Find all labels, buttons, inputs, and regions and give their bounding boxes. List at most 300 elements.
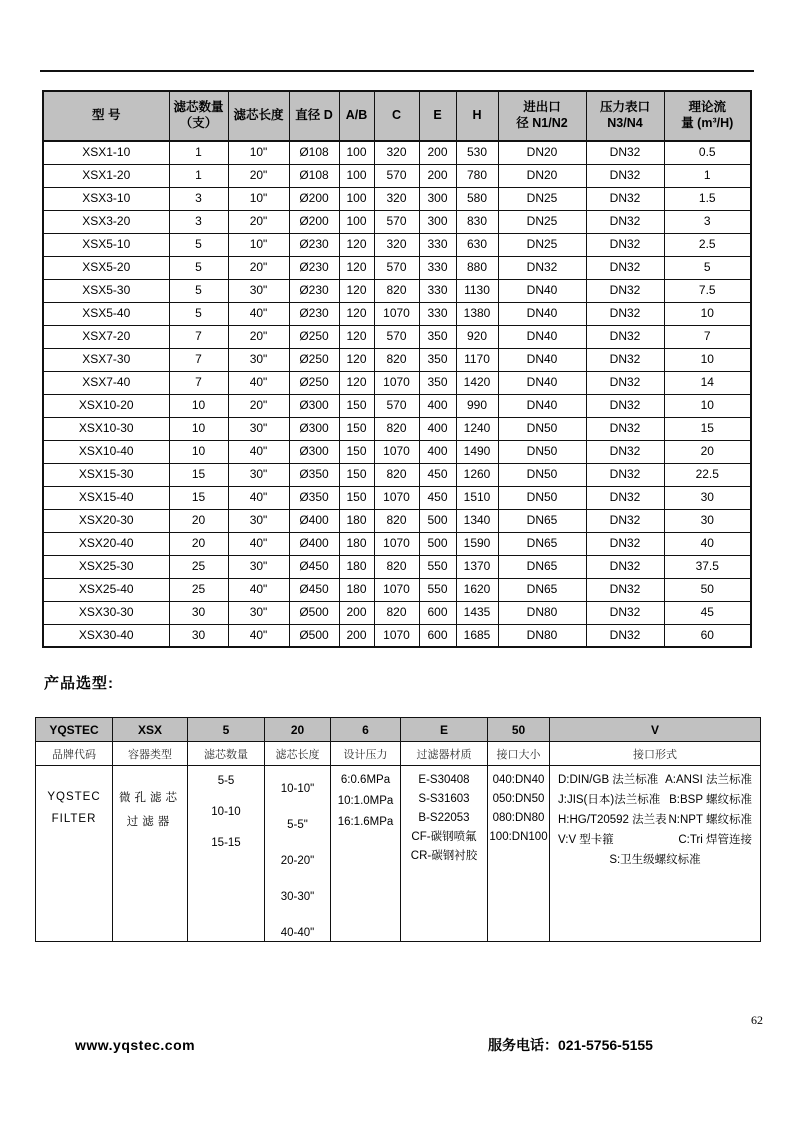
spec-table-cell: 150: [339, 394, 374, 417]
spec-table-row: [43, 233, 751, 256]
option: 5-5: [217, 775, 235, 787]
option: YQSTEC: [47, 791, 101, 803]
spec-table-cell: 1240: [456, 417, 498, 440]
spec-table-cell: 3: [169, 187, 228, 210]
spec-table-cell: 1510: [456, 486, 498, 509]
spec-table-cell: Ø200: [289, 187, 339, 210]
option: S-S31603: [418, 793, 470, 805]
spec-table-cell: 150: [339, 417, 374, 440]
spec-table-cell: 40": [228, 624, 289, 647]
spec-table-cell: 20": [228, 325, 289, 348]
spec-table-cell: 30: [169, 624, 228, 647]
spec-table-cell: 40": [228, 371, 289, 394]
spec-table-cell: DN32: [586, 417, 664, 440]
selection-content-row: [36, 766, 761, 942]
spec-table-cell: 1590: [456, 532, 498, 555]
label-pressure: 设计压力: [331, 742, 401, 766]
spec-table-cell: XSX1-20: [43, 164, 169, 187]
spec-table-cell: 20: [169, 532, 228, 555]
spec-table-cell: DN80: [498, 624, 586, 647]
spec-table-cell: 330: [419, 302, 456, 325]
spec-table-cell: DN32: [586, 371, 664, 394]
spec-table-cell: 40: [664, 532, 751, 555]
spec-table-row: [43, 164, 751, 187]
spec-table-cell: Ø450: [289, 555, 339, 578]
spec-table-cell: 200: [339, 601, 374, 624]
spec-table-cell: 570: [374, 325, 419, 348]
spec-table-row: [43, 532, 751, 555]
option-pair: [558, 793, 752, 808]
spec-table-cell: DN40: [498, 302, 586, 325]
spec-table-cell: 3: [664, 210, 751, 233]
spec-table-cell: Ø250: [289, 348, 339, 371]
spec-table-cell: 7: [664, 325, 751, 348]
option: 过滤器: [126, 816, 174, 828]
cell-form-options: [550, 766, 761, 942]
spec-table-cell: 120: [339, 256, 374, 279]
spec-table-cell: DN32: [586, 394, 664, 417]
spec-table-cell: Ø230: [289, 233, 339, 256]
option: 30-30": [280, 891, 315, 903]
spec-table-cell: DN65: [498, 509, 586, 532]
spec-table-cell: DN50: [498, 417, 586, 440]
cell-brand: [36, 766, 113, 942]
spec-table-cell: 40": [228, 532, 289, 555]
spec-table-cell: 400: [419, 394, 456, 417]
spec-table-row: [43, 256, 751, 279]
selection-code-row: [36, 718, 761, 742]
spec-table-cell: XSX25-30: [43, 555, 169, 578]
spec-table-cell: 920: [456, 325, 498, 348]
spec-table-cell: XSX7-20: [43, 325, 169, 348]
spec-table-cell: 100: [339, 164, 374, 187]
spec-table-cell: 150: [339, 486, 374, 509]
label-form: 接口形式: [550, 742, 761, 766]
option: J:JIS(日本)法兰标准: [558, 794, 661, 806]
spec-table-row: [43, 417, 751, 440]
cell-material-options: [401, 766, 488, 942]
spec-table-cell: 780: [456, 164, 498, 187]
spec-table-cell: XSX20-30: [43, 509, 169, 532]
spec-table-cell: 330: [419, 233, 456, 256]
spec-table-cell: 30: [664, 486, 751, 509]
spec-table-cell: Ø230: [289, 279, 339, 302]
spec-table-cell: DN32: [586, 624, 664, 647]
spec-table-cell: 990: [456, 394, 498, 417]
spec-table-cell: XSX3-10: [43, 187, 169, 210]
option: 微孔滤芯: [119, 792, 181, 804]
spec-table-cell: 180: [339, 509, 374, 532]
footer-service-phone: 服务电话：021-5756-5155: [488, 1037, 653, 1053]
spec-table-cell: DN32: [586, 555, 664, 578]
spec-table-cell: 330: [419, 256, 456, 279]
spec-table-cell: 820: [374, 555, 419, 578]
spec-table-cell: DN32: [586, 509, 664, 532]
spec-table-cell: XSX7-30: [43, 348, 169, 371]
option: 040:DN40: [492, 774, 545, 786]
spec-table-cell: 1380: [456, 302, 498, 325]
spec-table-cell: 5: [169, 279, 228, 302]
spec-table-cell: Ø400: [289, 532, 339, 555]
spec-table-cell: 20: [664, 440, 751, 463]
spec-table-cell: 7: [169, 348, 228, 371]
spec-table-cell: Ø300: [289, 394, 339, 417]
spec-table-cell: DN50: [498, 486, 586, 509]
spec-table-cell: Ø230: [289, 302, 339, 325]
spec-table-cell: DN65: [498, 578, 586, 601]
spec-table-cell: 30: [664, 509, 751, 532]
label-material: 过滤器材质: [401, 742, 488, 766]
option: 080:DN80: [492, 812, 545, 824]
option: S:卫生级螺纹标准: [609, 854, 701, 866]
option: 40-40": [280, 927, 315, 939]
spec-table-cell: Ø108: [289, 164, 339, 187]
spec-table-cell: 1340: [456, 509, 498, 532]
col-header-qty: 滤芯数量 （支）: [169, 91, 228, 141]
option: A:ANSI 法兰标准: [665, 774, 752, 786]
option: 050:DN50: [492, 793, 545, 805]
spec-table-cell: 100: [339, 210, 374, 233]
spec-table-cell: 820: [374, 348, 419, 371]
spec-table-cell: Ø500: [289, 624, 339, 647]
spec-table-row: [43, 463, 751, 486]
spec-table-cell: DN25: [498, 210, 586, 233]
spec-table-cell: DN32: [498, 256, 586, 279]
option: H:HG/T20592 法兰表: [558, 814, 667, 826]
spec-table-cell: DN32: [586, 532, 664, 555]
spec-table-cell: Ø300: [289, 417, 339, 440]
spec-table-cell: 7: [169, 325, 228, 348]
option: 10:1.0MPa: [337, 795, 394, 807]
code-form: V: [550, 718, 761, 742]
spec-table-row: [43, 325, 751, 348]
spec-table-cell: 15: [664, 417, 751, 440]
spec-table-cell: Ø500: [289, 601, 339, 624]
col-header-model: 型 号: [43, 91, 169, 141]
spec-table-cell: 320: [374, 233, 419, 256]
spec-table-cell: XSX5-40: [43, 302, 169, 325]
spec-table-cell: XSX15-40: [43, 486, 169, 509]
spec-table-cell: DN50: [498, 440, 586, 463]
spec-table-cell: 30": [228, 555, 289, 578]
spec-table-cell: 10: [169, 417, 228, 440]
spec-table-cell: 30: [169, 601, 228, 624]
option: 5-5": [287, 819, 308, 831]
spec-table-cell: DN20: [498, 164, 586, 187]
spec-table-cell: XSX15-30: [43, 463, 169, 486]
spec-table-cell: 1: [169, 164, 228, 187]
spec-table-cell: 570: [374, 164, 419, 187]
spec-table-cell: 20: [169, 509, 228, 532]
spec-table-cell: 20": [228, 256, 289, 279]
spec-table-cell: XSX30-40: [43, 624, 169, 647]
spec-table-cell: 350: [419, 371, 456, 394]
spec-table-cell: XSX5-20: [43, 256, 169, 279]
spec-table-cell: 20": [228, 394, 289, 417]
spec-table-cell: 150: [339, 463, 374, 486]
spec-table-cell: Ø250: [289, 371, 339, 394]
col-header-inlet-outlet: 进出口 径 N1/N2: [498, 91, 586, 141]
spec-table-cell: DN40: [498, 348, 586, 371]
spec-table-cell: 120: [339, 325, 374, 348]
option: V:V 型卡箍: [558, 834, 614, 846]
option: E-S30408: [418, 774, 470, 786]
spec-table-cell: 10: [664, 348, 751, 371]
spec-table-cell: 570: [374, 256, 419, 279]
spec-table-row: [43, 440, 751, 463]
spec-table-cell: 45: [664, 601, 751, 624]
spec-table-cell: 350: [419, 325, 456, 348]
spec-table-cell: 120: [339, 348, 374, 371]
spec-table-cell: 1170: [456, 348, 498, 371]
spec-table-row: [43, 210, 751, 233]
spec-table-cell: 320: [374, 187, 419, 210]
spec-table-cell: 600: [419, 601, 456, 624]
header-rule: [40, 70, 754, 72]
option: 10-10: [211, 806, 241, 818]
spec-table-cell: XSX10-40: [43, 440, 169, 463]
option-pair: [558, 773, 752, 788]
spec-table-cell: Ø450: [289, 578, 339, 601]
spec-table-cell: 120: [339, 371, 374, 394]
spec-table-cell: 1260: [456, 463, 498, 486]
col-header-e: E: [419, 91, 456, 141]
spec-table-cell: Ø350: [289, 486, 339, 509]
spec-table-cell: 30": [228, 417, 289, 440]
spec-table-cell: 320: [374, 141, 419, 164]
label-type: 容器类型: [113, 742, 188, 766]
spec-table-row: [43, 601, 751, 624]
spec-table-cell: 820: [374, 463, 419, 486]
page-number: 62: [751, 1013, 763, 1027]
spec-table: [42, 90, 752, 648]
spec-table-cell: 10: [664, 394, 751, 417]
spec-table-cell: 60: [664, 624, 751, 647]
spec-table-cell: 150: [339, 440, 374, 463]
spec-table-row: [43, 302, 751, 325]
spec-table-cell: 600: [419, 624, 456, 647]
spec-table-cell: 530: [456, 141, 498, 164]
spec-table-cell: XSX25-40: [43, 578, 169, 601]
code-length: 20: [265, 718, 331, 742]
spec-table-cell: 10: [664, 302, 751, 325]
spec-table-row: [43, 348, 751, 371]
code-size: 50: [488, 718, 550, 742]
spec-table-cell: 30": [228, 601, 289, 624]
spec-table-cell: 120: [339, 233, 374, 256]
spec-table-cell: 37.5: [664, 555, 751, 578]
spec-table-cell: XSX30-30: [43, 601, 169, 624]
option: 15-15: [211, 837, 241, 849]
spec-table-cell: 1130: [456, 279, 498, 302]
spec-table-cell: DN32: [586, 279, 664, 302]
spec-table-cell: XSX10-20: [43, 394, 169, 417]
spec-table-cell: DN32: [586, 440, 664, 463]
option: FILTER: [51, 813, 97, 825]
spec-table-cell: Ø400: [289, 509, 339, 532]
spec-table-cell: 10": [228, 141, 289, 164]
spec-table-cell: 820: [374, 279, 419, 302]
spec-table-cell: 7.5: [664, 279, 751, 302]
selection-table: [35, 717, 761, 942]
col-header-c: C: [374, 91, 419, 141]
spec-table-cell: 100: [339, 187, 374, 210]
spec-table-cell: XSX7-40: [43, 371, 169, 394]
selection-label-row: [36, 742, 761, 766]
spec-table-cell: 580: [456, 187, 498, 210]
spec-table-cell: 100: [339, 141, 374, 164]
spec-table-row: [43, 578, 751, 601]
spec-table-cell: 180: [339, 578, 374, 601]
spec-table-cell: 1070: [374, 440, 419, 463]
spec-table-cell: 10": [228, 233, 289, 256]
code-brand: YQSTEC: [36, 718, 113, 742]
spec-table-row: [43, 394, 751, 417]
spec-table-body: [43, 141, 751, 647]
cell-qty-options: [188, 766, 265, 942]
col-header-flow: 理论流 量 (m³/H): [664, 91, 751, 141]
spec-table-cell: 1435: [456, 601, 498, 624]
spec-table-cell: 550: [419, 555, 456, 578]
spec-table-cell: 1070: [374, 624, 419, 647]
spec-table-cell: 1420: [456, 371, 498, 394]
spec-table-row: [43, 141, 751, 164]
label-qty: 滤芯数量: [188, 742, 265, 766]
col-header-h: H: [456, 91, 498, 141]
spec-table-cell: DN32: [586, 256, 664, 279]
cell-size-options: [488, 766, 550, 942]
spec-table-cell: 200: [419, 141, 456, 164]
spec-table-cell: Ø108: [289, 141, 339, 164]
spec-table-cell: 2.5: [664, 233, 751, 256]
spec-table-cell: 14: [664, 371, 751, 394]
spec-table-cell: 10: [169, 394, 228, 417]
col-header-length: 滤芯长度: [228, 91, 289, 141]
spec-table-cell: 30": [228, 348, 289, 371]
col-header-ab: A/B: [339, 91, 374, 141]
spec-table-cell: 15: [169, 486, 228, 509]
label-size: 接口大小: [488, 742, 550, 766]
spec-table-cell: 7: [169, 371, 228, 394]
spec-table-cell: DN32: [586, 486, 664, 509]
spec-table-cell: 820: [374, 509, 419, 532]
spec-table-cell: 10": [228, 187, 289, 210]
spec-table-cell: 3: [169, 210, 228, 233]
spec-table-cell: 20": [228, 164, 289, 187]
spec-table-cell: DN32: [586, 302, 664, 325]
code-qty: 5: [188, 718, 265, 742]
spec-table-cell: DN25: [498, 233, 586, 256]
spec-table-cell: DN32: [586, 325, 664, 348]
spec-table-row: [43, 187, 751, 210]
spec-table-cell: DN80: [498, 601, 586, 624]
spec-table-cell: 820: [374, 601, 419, 624]
spec-table-cell: 820: [374, 417, 419, 440]
spec-table-cell: 330: [419, 279, 456, 302]
spec-table-row: [43, 279, 751, 302]
spec-table-cell: XSX5-30: [43, 279, 169, 302]
spec-table-cell: 30": [228, 463, 289, 486]
spec-table-row: [43, 555, 751, 578]
spec-table-cell: 300: [419, 187, 456, 210]
spec-table-cell: DN32: [586, 601, 664, 624]
cell-pressure-options: [331, 766, 401, 942]
spec-table-cell: 500: [419, 509, 456, 532]
spec-table-cell: DN32: [586, 187, 664, 210]
spec-table-cell: 5: [664, 256, 751, 279]
spec-table-cell: DN65: [498, 532, 586, 555]
cell-type: [113, 766, 188, 942]
col-header-diameter: 直径 D: [289, 91, 339, 141]
spec-table-row: [43, 486, 751, 509]
spec-table-cell: 1070: [374, 302, 419, 325]
spec-table-cell: 1490: [456, 440, 498, 463]
spec-table-cell: 1685: [456, 624, 498, 647]
spec-table-cell: 400: [419, 440, 456, 463]
spec-table-cell: 1: [664, 164, 751, 187]
label-brand: 品牌代码: [36, 742, 113, 766]
spec-table-cell: 50: [664, 578, 751, 601]
option: C:Tri 焊管连接: [678, 834, 752, 846]
spec-table-cell: 0.5: [664, 141, 751, 164]
spec-table-row: [43, 624, 751, 647]
spec-table-cell: DN32: [586, 578, 664, 601]
spec-table-cell: 10: [169, 440, 228, 463]
option: 16:1.6MPa: [337, 816, 394, 828]
option: CF-碳钢喷氟: [411, 831, 477, 843]
spec-table-row: [43, 371, 751, 394]
spec-table-cell: 1.5: [664, 187, 751, 210]
spec-table-cell: 15: [169, 463, 228, 486]
code-type: XSX: [113, 718, 188, 742]
spec-table-cell: 400: [419, 417, 456, 440]
spec-table-cell: 5: [169, 256, 228, 279]
spec-table-cell: 200: [419, 164, 456, 187]
spec-table-cell: DN25: [498, 187, 586, 210]
spec-table-cell: 120: [339, 279, 374, 302]
spec-table-cell: XSX10-30: [43, 417, 169, 440]
option: B:BSP 螺纹标准: [669, 794, 752, 806]
spec-table-cell: DN40: [498, 394, 586, 417]
spec-table-cell: 1070: [374, 578, 419, 601]
spec-table-cell: 300: [419, 210, 456, 233]
spec-table-cell: 200: [339, 624, 374, 647]
spec-table-cell: DN20: [498, 141, 586, 164]
spec-table-cell: DN40: [498, 279, 586, 302]
option: CR-碳钢衬胶: [410, 850, 478, 862]
spec-table-cell: 1370: [456, 555, 498, 578]
spec-table-cell: 350: [419, 348, 456, 371]
spec-table-cell: XSX1-10: [43, 141, 169, 164]
spec-table-cell: Ø230: [289, 256, 339, 279]
spec-table-cell: Ø300: [289, 440, 339, 463]
spec-table-cell: 830: [456, 210, 498, 233]
spec-table-cell: 1: [169, 141, 228, 164]
spec-table-cell: 1070: [374, 486, 419, 509]
option: 6:0.6MPa: [340, 774, 391, 786]
cell-length-options: [265, 766, 331, 942]
spec-table-cell: 550: [419, 578, 456, 601]
spec-table-cell: DN50: [498, 463, 586, 486]
spec-table-cell: DN32: [586, 463, 664, 486]
spec-table-cell: DN40: [498, 371, 586, 394]
spec-table-cell: XSX20-40: [43, 532, 169, 555]
spec-table-cell: 1070: [374, 371, 419, 394]
spec-table-cell: 450: [419, 463, 456, 486]
option: 20-20": [280, 855, 315, 867]
option: B-S22053: [418, 812, 470, 824]
spec-table-cell: 180: [339, 555, 374, 578]
